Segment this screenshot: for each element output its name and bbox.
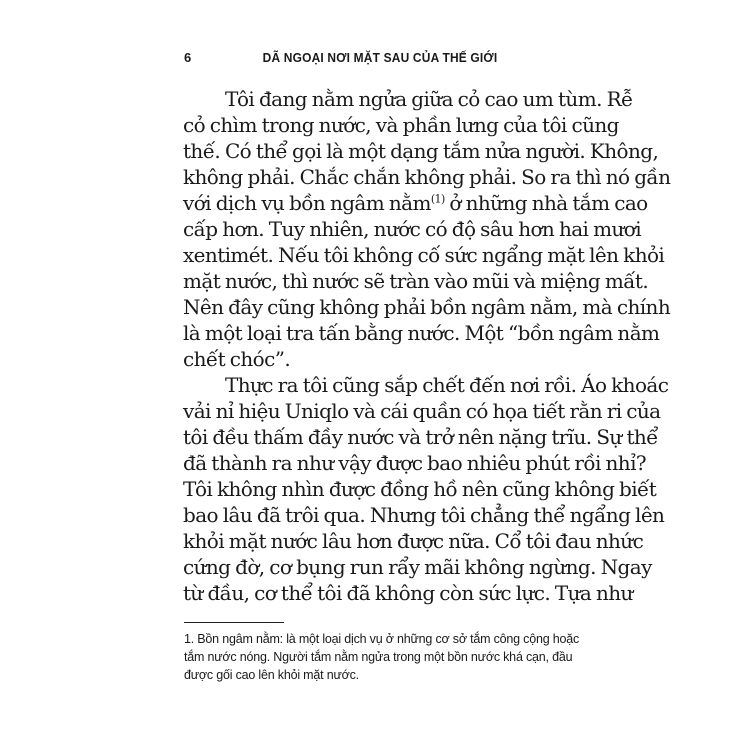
text-line: là một loại tra tấn bằng nước. Một “bồn ngâm nằm bbox=[183, 321, 660, 345]
text-line: cỏ chìm trong nước, và phần lưng của tôi cũng bbox=[183, 113, 619, 137]
text-line: không phải. Chắc chắn không phải. So ra thì nó gần bbox=[183, 165, 671, 189]
text-line: tôi đều thấm đầy nước và trở nên nặng trĩu. Sự thể bbox=[183, 425, 658, 449]
text-line: thế. Có thể gọi là một dạng tắm nửa người. Không, bbox=[183, 139, 659, 163]
body-text bbox=[183, 86, 671, 606]
page-number: 6 bbox=[184, 50, 192, 65]
text-line-with-footnote bbox=[183, 190, 648, 216]
footnote bbox=[184, 630, 580, 684]
text-line: Tôi không nhìn được đồng hồ nên cũng không biết bbox=[183, 477, 657, 501]
footnote-divider bbox=[184, 622, 284, 623]
text-line: chết chóc”. bbox=[183, 347, 291, 371]
text-line: khỏi mặt nước lâu hơn được nữa. Cổ tôi đau nhức bbox=[183, 529, 644, 553]
footnote-line: 1. Bồn ngâm nằm: là một loại dịch vụ ở những cơ sở tắm công cộng hoặc bbox=[184, 632, 580, 646]
text-fragment: với dịch vụ bồn ngâm nằm bbox=[183, 191, 431, 215]
text-line: Nên đây cũng không phải bồn ngâm nằm, mà chính bbox=[183, 295, 671, 319]
footnote-line: được gối cao lên khỏi mặt nước. bbox=[184, 668, 359, 682]
footnote-line: tắm nước nóng. Người tắm nằm ngửa trong một bồn nước khá cạn, đầu bbox=[184, 650, 573, 664]
text-line: Thực ra tôi cũng sắp chết đến nơi rồi. Áo khoác bbox=[225, 373, 669, 397]
running-header-title: DÃ NGOẠI NƠI MẶT SAU CỦA THẾ GIỚI bbox=[262, 50, 498, 65]
text-fragment: ở những nhà tắm cao bbox=[444, 191, 648, 215]
text-line: mặt nước, thì nước sẽ tràn vào mũi và miệng mất. bbox=[183, 269, 649, 293]
text-line: cấp hơn. Tuy nhiên, nước có độ sâu hơn hai mươi bbox=[183, 217, 641, 241]
text-line: đã thành ra như vậy được bao nhiêu phút rồi nhỉ? bbox=[183, 451, 646, 475]
text-line: cứng đờ, cơ bụng run rẩy mãi không ngừng. Ngay bbox=[183, 555, 652, 579]
text-line: bao lâu đã trôi qua. Nhưng tôi chẳng thể ngẩng lên bbox=[183, 503, 665, 527]
text-line: vải nỉ hiệu Uniqlo và cái quần có họa tiết rằn ri của bbox=[183, 399, 661, 423]
text-line: xentimét. Nếu tôi không cố sức ngẩng mặt lên khỏi bbox=[183, 243, 665, 267]
text-line: Tôi đang nằm ngửa giữa cỏ cao um tùm. Rễ bbox=[225, 87, 633, 111]
text-line: từ đầu, cơ thể tôi đã không còn sức lực. Tựa như bbox=[183, 581, 633, 605]
footnote-reference[interactable]: (1) bbox=[430, 192, 445, 206]
